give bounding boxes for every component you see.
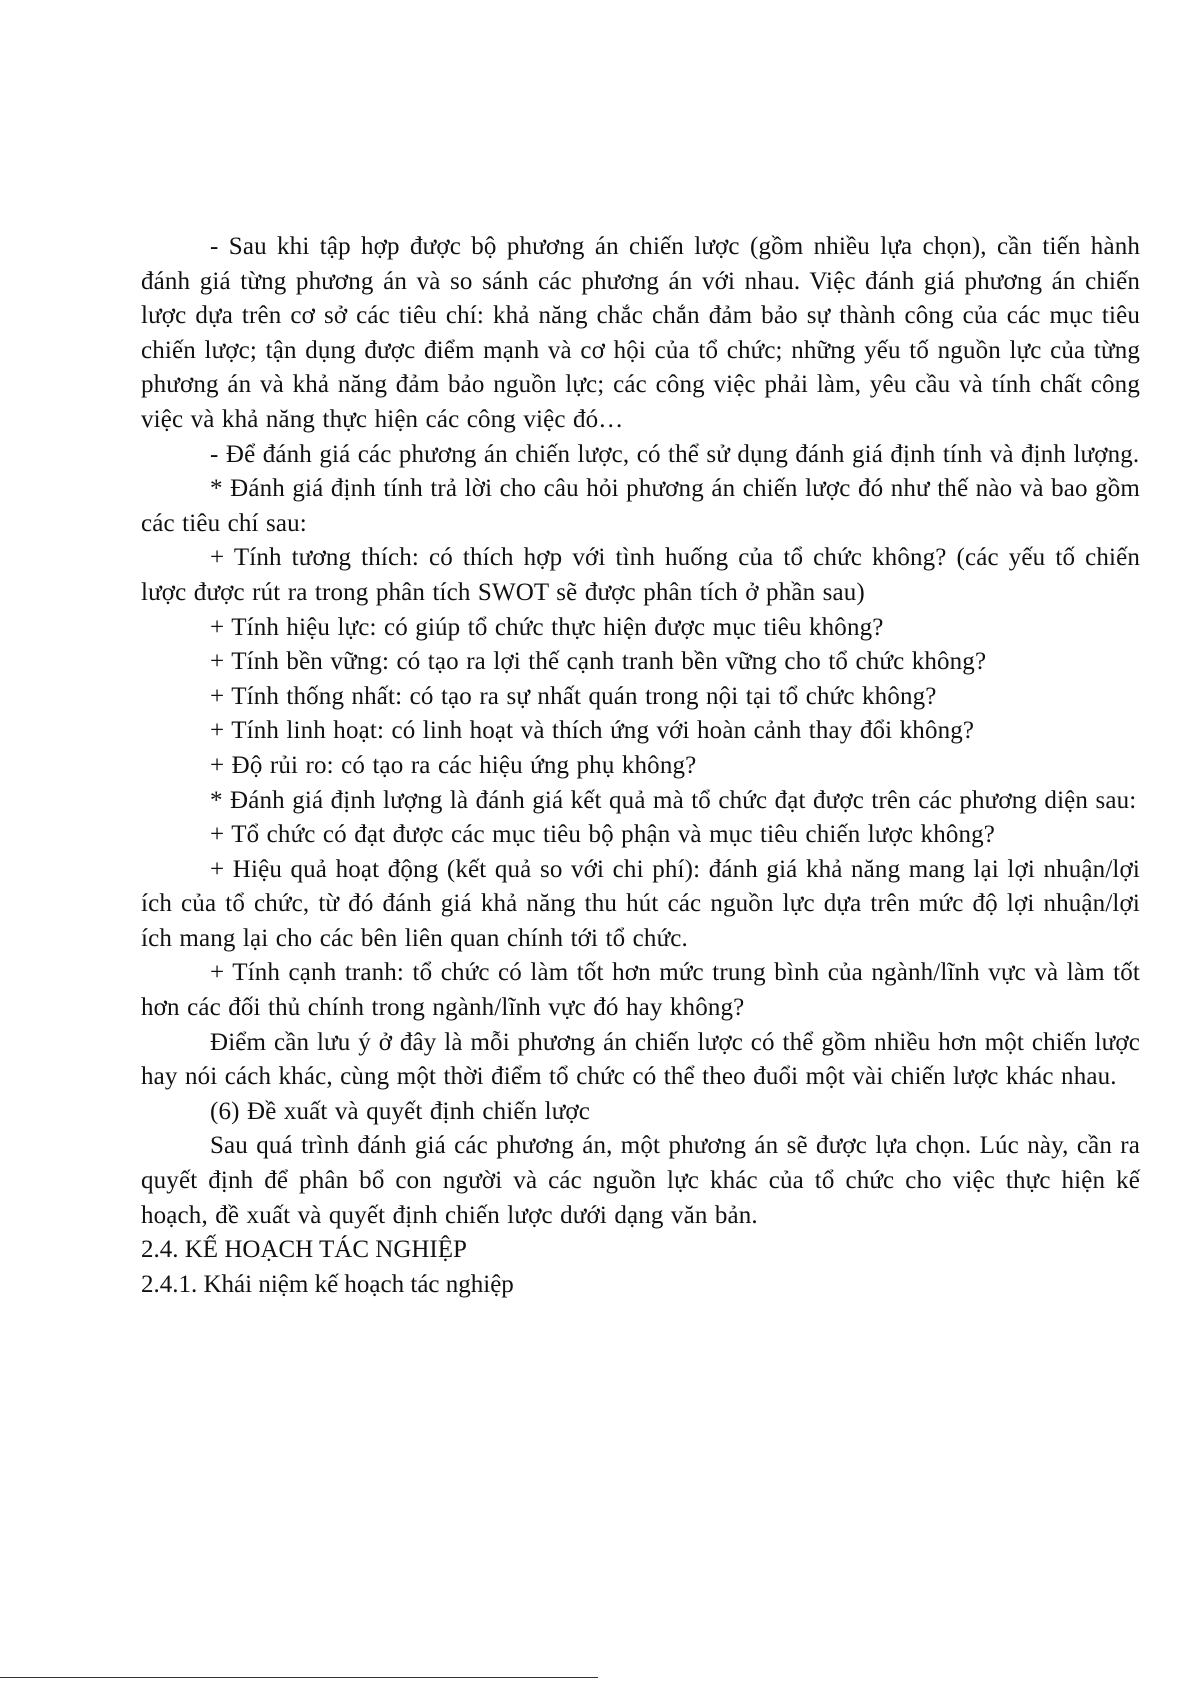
list-item-efficiency: + Hiệu quả hoạt động (kết quả so với chi phí): đánh giá khả năng mang lại lợi nhuận/lợi ích của tổ chức, từ đó đánh giá khả năng thu hút các nguồn lực dựa trên mức độ lợi nhuận/lợi ích mang lại cho các bên liên quan chính tới tổ chức. [141,855,1140,952]
footer-divider [0,1677,598,1678]
list-item-sustainability: + Tính bền vững: có tạo ra lợi thế cạnh tranh bền vững cho tổ chức không? [210,648,987,676]
list-item-effectiveness: + Tính hiệu lực: có giúp tổ chức thực hiện được mục tiêu không? [210,613,884,641]
list-item-risk: + Độ rủi ro: có tạo ra các hiệu ứng phụ không? [210,751,697,779]
paragraph-evaluate-options: - Sau khi tập hợp được bộ phương án chiến lược (gồm nhiều lựa chọn), cần tiến hành đánh giá từng phương án và so sánh các phương án với nhau. Việc đánh giá phương án chiến lược dựa trên cơ sở các tiêu chí: khả năng chắc chắn đảm bảo sự thành công của các mục tiêu chiến lược; tận dụng được điểm mạnh và cơ hội của tổ chức; những yếu tố nguồn lực của từng phương án và khả năng đảm bảo nguồn lực; các công việc phải làm, yêu cầu và tính chất công việc và khả năng thực hiện các công việc đó… [141,233,1140,433]
step-heading-propose-decide: (6) Đề xuất và quyết định chiến lược [210,1097,591,1125]
list-item-competitiveness: + Tính cạnh tranh: tổ chức có làm tốt hơn mức trung bình của ngành/lĩnh vực và làm tốt hơn các đối thủ chính trong ngành/lĩnh vực đó hay không? [141,959,1140,1022]
subsection-heading: 2.4.1. Khái niệm kế hoạch tác nghiệp [141,1270,514,1298]
paragraph-qualitative-intro: * Đánh giá định tính trả lời cho câu hỏi phương án chiến lược đó như thế nào và bao gồm các tiêu chí sau: [141,475,1140,537]
paragraph-note: Điểm cần lưu ý ở đây là mỗi phương án chiến lược có thể gồm nhiều hơn một chiến lược hay nói cách khác, cùng một thời điểm tổ chức có thể theo đuổi một vài chiến lược khác nhau. [141,1028,1140,1091]
list-item-consistency: + Tính thống nhất: có tạo ra sự nhất quán trong nội tại tổ chức không? [210,682,937,710]
list-item-compatibility: + Tính tương thích: có thích hợp với tình huống của tổ chức không? (các yếu tố chiến lược được rút ra trong phân tích SWOT sẽ được phân tích ở phần sau) [141,544,1140,606]
body-text [141,230,1140,1302]
paragraph-evaluation-methods: - Để đánh giá các phương án chiến lược, có thể sử dụng đánh giá định tính và định lượng. [210,440,1140,468]
paragraph-quantitative-intro: * Đánh giá định lượng là đánh giá kết quả mà tổ chức đạt được trên các phương diện sau: [210,786,1137,814]
list-item-flexibility: + Tính linh hoạt: có linh hoạt và thích ứng với hoàn cảnh thay đổi không? [210,717,975,745]
list-item-objectives: + Tổ chức có đạt được các mục tiêu bộ phận và mục tiêu chiến lược không? [210,821,996,849]
paragraph-decision: Sau quá trình đánh giá các phương án, một phương án sẽ được lựa chọn. Lúc này, cần ra quyết định để phân bổ con người và các nguồn lực khác của tổ chức cho việc thực hiện kế hoạch, đề xuất và quyết định chiến lược dưới dạng văn bản. [141,1132,1140,1229]
section-heading: 2.4. KẾ HOẠCH TÁC NGHIỆP [141,1236,467,1264]
